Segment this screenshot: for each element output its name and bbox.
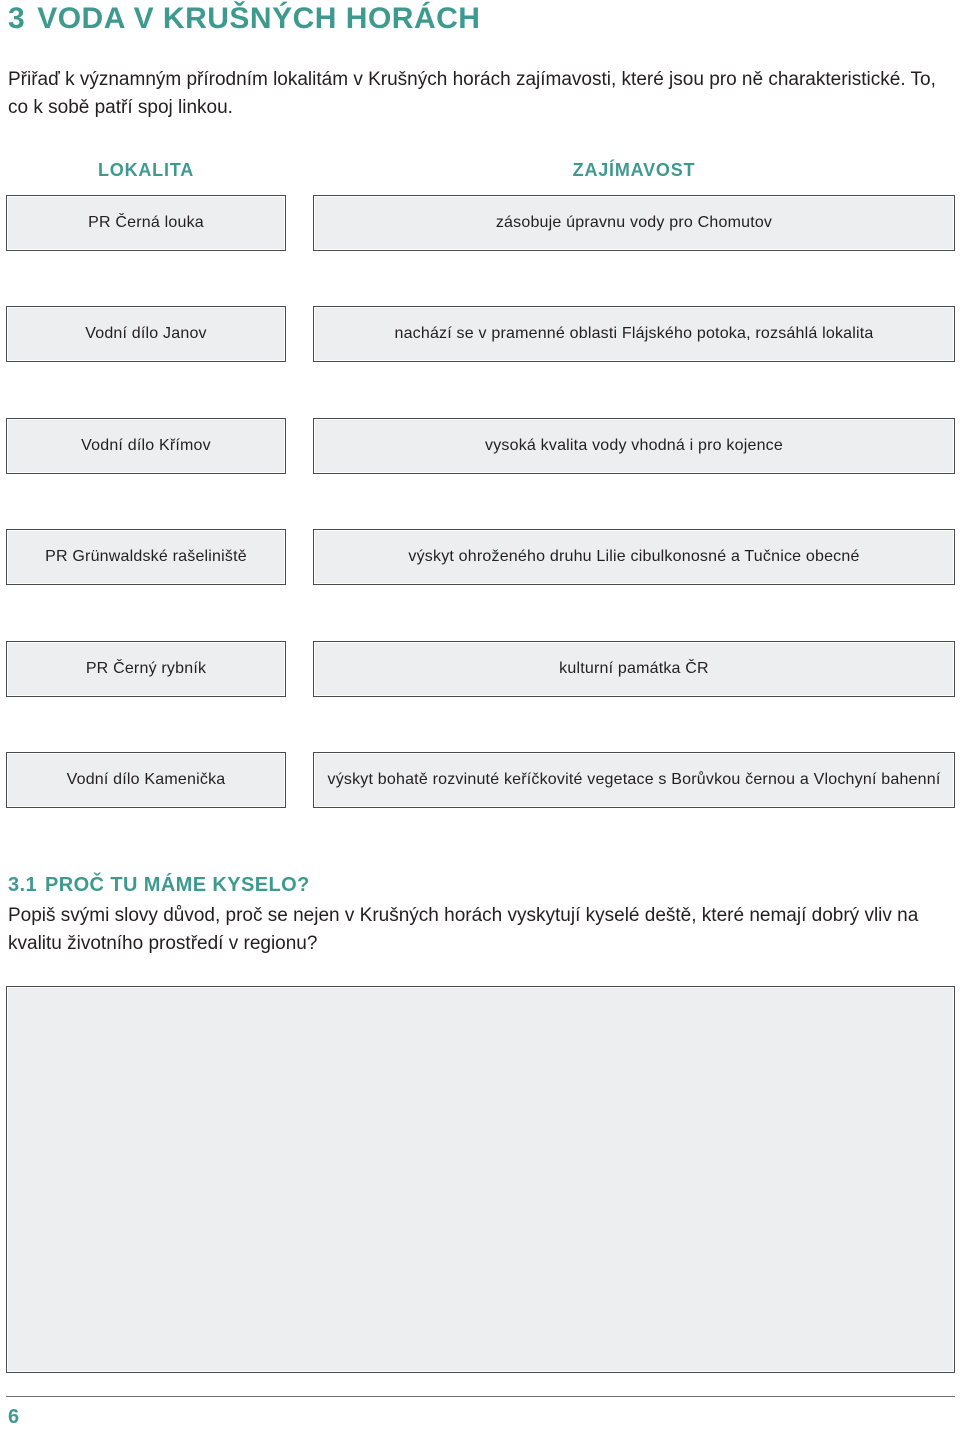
footer-divider	[6, 1396, 955, 1397]
feature-box-6[interactable]: výskyt bohatě rozvinuté keříčkovité vegetace s Borůvkou černou a Vlochyní bahenní	[313, 752, 955, 808]
section-number: 3	[8, 2, 26, 35]
section-heading	[8, 2, 480, 36]
feature-box-2[interactable]: nachází se v pramenné oblasti Flájského potoka, rozsáhlá lokalita	[313, 306, 955, 362]
page-number: 6	[8, 1406, 20, 1428]
question-text: Popiš svými slovy důvod, proč se nejen v Krušných horách vyskytují kyselé deště, které nemají dobrý vliv na kvalitu životního prostředí v regionu?	[8, 905, 919, 954]
feature-box-4[interactable]: výskyt ohroženého druhu Lilie cibulkonosné a Tučnice obecné	[313, 529, 955, 585]
column-header-locality: LOKALITA	[97, 160, 195, 180]
feature-box-3[interactable]: vysoká kvalita vody vhodná i pro kojence	[313, 418, 955, 474]
locality-box-5[interactable]: PR Černý rybník	[6, 641, 286, 697]
instructions-text: Přiřaď k významným přírodním lokalitám v Krušných horách zajímavosti, které jsou pro ně charakteristické. To, co k sobě patří spoj linkou.	[8, 69, 936, 118]
column-header-feature: ZAJÍMAVOST	[572, 160, 696, 180]
locality-box-4[interactable]: PR Grünwaldské rašeliniště	[6, 529, 286, 585]
answer-area[interactable]	[6, 986, 955, 1373]
locality-box-2[interactable]: Vodní dílo Janov	[6, 306, 286, 362]
subsection-title: PROČ TU MÁME KYSELO?	[45, 874, 310, 896]
subsection-number: 3.1	[8, 874, 38, 896]
feature-box-5[interactable]: kulturní památka ČR	[313, 641, 955, 697]
feature-box-1[interactable]: zásobuje úpravnu vody pro Chomutov	[313, 195, 955, 251]
locality-box-1[interactable]: PR Černá louka	[6, 195, 286, 251]
section-title: VODA V KRUŠNÝCH HORÁCH	[37, 2, 481, 35]
locality-box-6[interactable]: Vodní dílo Kamenička	[6, 752, 286, 808]
locality-box-3[interactable]: Vodní dílo Křímov	[6, 418, 286, 474]
subsection-heading	[8, 874, 310, 897]
